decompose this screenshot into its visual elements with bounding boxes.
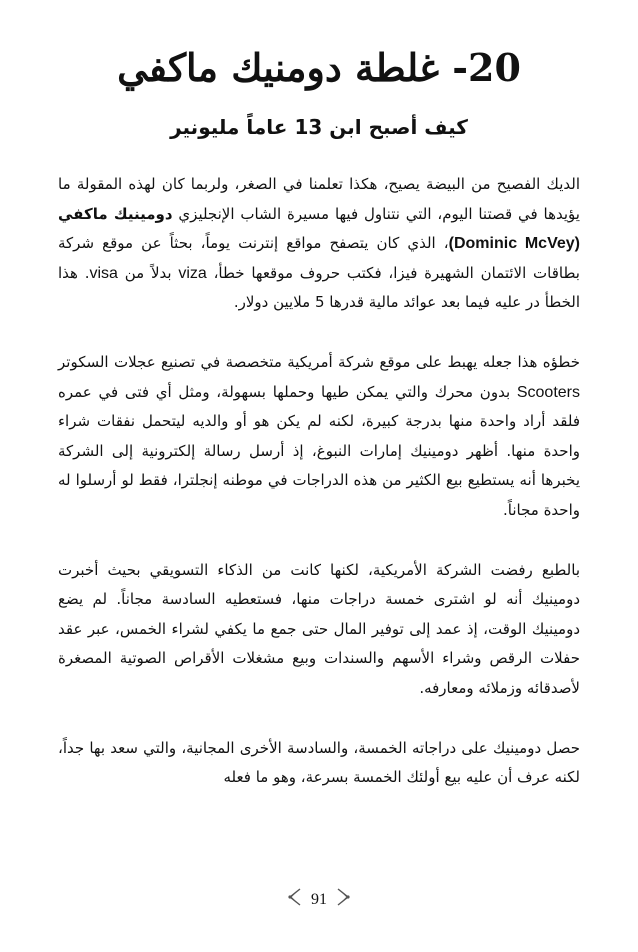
paragraph-1-text-a: الديك الفصيح من البيضة يصيح، هكذا تعلمنا في الصغر، ولربما كان لهذه المقولة ما يؤيدها في قصتنا اليوم، التي نتناول فيها مسيرة الشاب الإنجليزي bbox=[58, 175, 580, 223]
ornament-left-icon bbox=[287, 888, 301, 911]
paragraph-2-text-b: بدون محرك والتي يمكن طيها وحملها بسهولة، ومثل أي فتى في عمره فلقد أراد واحدة منها بدرجة كبيرة، لكنه لم يكن هو أو والديه ليتحمل نفقات شراء واحدة منها. أظهر دومينيك إمارات النبوغ، إذ أرسل رسالة إلكترونية إلى الشركة يخبرها أنه يستطيع بيع الكثير من هذه الدراجات في موطنه إنجلترا، فقط لو أرسلوا له واحدة مجاناً. bbox=[58, 382, 580, 519]
scooters-term: Scooters bbox=[516, 383, 580, 401]
ornament-right-icon bbox=[337, 888, 351, 911]
article-body bbox=[58, 170, 580, 793]
paragraph-4: حصل دومينيك على دراجاته الخمسة، والسادسة الأخرى المجانية، والتي سعد بها جداً، لكنه عرف أن عليه بيع أولئك الخمسة بسرعة، وهو ما فعله bbox=[58, 738, 580, 787]
paragraph-2-text-a: خطؤه هذا جعله يهبط على موقع شركة أمريكية متخصصة في تصنيع عجلات السكوتر bbox=[58, 352, 580, 371]
paragraph-1-text-c: بدلاً من bbox=[124, 263, 172, 282]
person-name-english: (Dominic McVey) bbox=[448, 235, 580, 253]
paragraph-1-text-b: ، الذي كان يتصفح مواقع إنترنت يوماً، بحثاً عن موقع شركة بطاقات الائتمان الشهيرة فيزا، فكتب حروف موقعها خطأ، bbox=[58, 234, 580, 282]
misspelled-domain: viza bbox=[178, 264, 207, 282]
page-footer bbox=[0, 888, 638, 911]
paragraph-1-text-d: . هذا الخطأ در عليه فيما بعد عوائد مالية قدرها 5 ملايين دولار. bbox=[58, 263, 580, 312]
page-number: 91 bbox=[311, 890, 327, 908]
paragraph-3: بالطبع رفضت الشركة الأمريكية، لكنها كانت من الذكاء التسويقي بحيث أخبرت دومينيك أنه لو اشترى خمسة دراجات منها، فستعطيه السادسة مجاناً. لم يضع دومينيك الوقت، إذ عمد إلى توفير المال حتى جمع ما يكفي لشراء الخمس، عبر عقد حفلات الرقص وشراء الأسهم والسندات وبيع مشغلات الأقراص الصوتية المصغرة لأصدقائه وزملائه ومعارفه. bbox=[58, 560, 580, 697]
person-name-arabic: دومينيك ماكفي bbox=[58, 204, 173, 223]
paragraph-2 bbox=[58, 348, 580, 526]
chapter-subtitle: كيف أصبح ابن 13 عاماً مليونير bbox=[170, 115, 468, 139]
correct-domain: visa bbox=[89, 264, 118, 282]
chapter-title: 20- غلطة دومنيك ماكفي bbox=[117, 45, 521, 90]
paragraph-1 bbox=[58, 170, 580, 318]
